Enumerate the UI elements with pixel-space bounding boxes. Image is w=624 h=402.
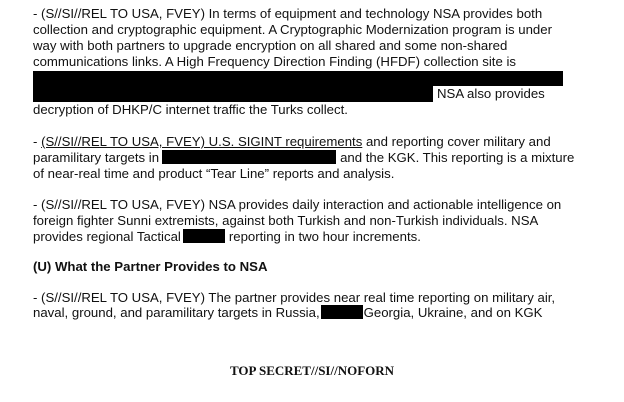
para1-line3: way with both partners to upgrade encryption on all shared and some non-shared (33, 38, 508, 53)
para1-line5-tail: NSA also provides (437, 86, 545, 101)
para4-line2 (33, 305, 542, 321)
para1-line1: - (S//SI//REL TO USA, FVEY) In terms of equipment and technology NSA provides both (33, 6, 543, 21)
para1-line2: collection and cryptographic equipment. A Cryptographic Modernization program is under (33, 22, 552, 37)
para2-line2 (33, 150, 574, 166)
para1-line4: communications links. A High Frequency Direction Finding (HFDF) collection site is (33, 54, 516, 69)
para4-line2-head: naval, ground, and paramilitary targets in Russia, (33, 305, 320, 320)
redaction-bar (162, 150, 336, 164)
redaction-bar (183, 229, 225, 243)
para2-line2-head: paramilitary targets in (33, 150, 160, 165)
para2-line1 (33, 134, 551, 150)
para2-dash: - (33, 134, 42, 149)
para4-line1: - (S//SI//REL TO USA, FVEY) The partner provides near real time reporting on military air, (33, 290, 556, 305)
redaction-bar (321, 305, 363, 319)
para2-line3: of near-real time and product “Tear Line” reports and analysis. (33, 166, 395, 181)
para1-line6: decryption of DHKP/C internet traffic the Turks collect. (33, 102, 348, 117)
classification-footer: TOP SECRET//SI//NOFORN (229, 363, 395, 378)
para3-line3 (33, 229, 421, 245)
para3-line3-head: provides regional Tactical (33, 229, 181, 244)
para4-line2-tail: Georgia, Ukraine, and on KGK (363, 305, 543, 320)
para3-line2: foreign fighter Sunni extremists, against both Turkish and non-Turkish individuals. NSA (33, 213, 539, 228)
para2-line1-tail: and reporting cover military and (362, 134, 551, 149)
para3-line1: - (S//SI//REL TO USA, FVEY) NSA provides daily interaction and actionable intelligence on (33, 197, 562, 212)
para3-line3-tail: reporting in two hour increments. (228, 229, 421, 244)
redaction-bar (33, 86, 433, 102)
redaction-bar (33, 71, 563, 86)
section-heading: (U) What the Partner Provides to NSA (33, 259, 268, 274)
para2-line2-tail: and the KGK. This reporting is a mixture (340, 150, 575, 165)
para2-underlined-text: (S//SI//REL TO USA, FVEY) U.S. SIGINT requirements (41, 134, 363, 149)
